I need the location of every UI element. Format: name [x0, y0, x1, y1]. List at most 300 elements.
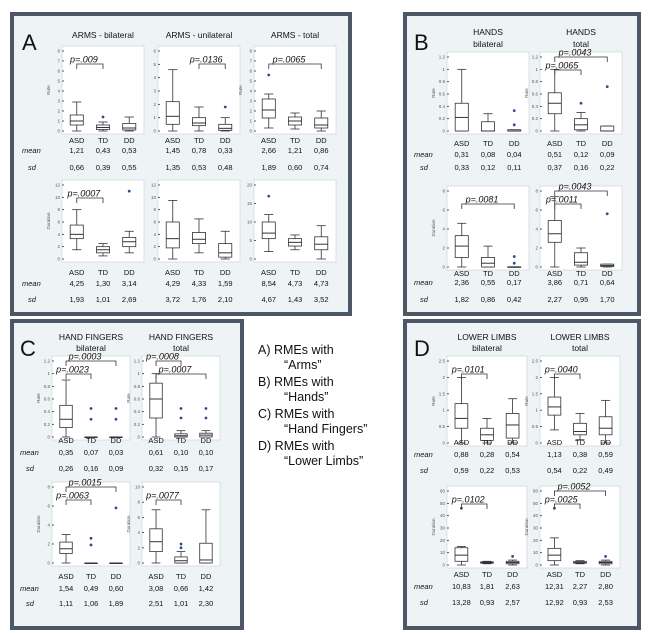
category-label: ASD: [453, 438, 470, 447]
y-tick-label: 8: [442, 188, 445, 194]
mean-value: 2,66: [261, 146, 277, 155]
mean-value: 0,07: [83, 448, 99, 457]
y-tick-label: 6: [535, 207, 538, 213]
y-tick-label: 4: [535, 226, 538, 232]
mean-row-label: mean: [414, 278, 433, 287]
y-tick-label: 0.5: [531, 424, 538, 430]
y-tick-label: 0: [57, 128, 60, 134]
subplot-a-2: [153, 30, 240, 172]
y-tick-label: 1.2: [531, 54, 538, 60]
sd-value: 0,53: [505, 466, 520, 475]
y-tick-label: 20: [439, 537, 445, 543]
category-label: ASD: [546, 570, 563, 579]
subplot-subtitle: bilateral: [473, 39, 503, 49]
mean-value: 0,33: [217, 146, 233, 155]
box-iqr: [455, 404, 468, 429]
y-tick-label: 0.2: [43, 421, 50, 427]
y-tick-label: 0.8: [531, 79, 538, 85]
mean-row-label: mean: [22, 279, 41, 288]
category-label: TD: [576, 269, 586, 278]
mean-value: 0,38: [572, 450, 588, 459]
outlier-point: [513, 123, 516, 126]
mean-value: 0,17: [506, 278, 522, 287]
y-tick-label: 1.2: [133, 358, 140, 364]
y-tick-label: 4: [47, 522, 50, 528]
box-iqr: [166, 102, 179, 125]
y-tick-label: 0: [57, 256, 60, 262]
y-tick-label: 1: [442, 66, 445, 72]
outlier-point: [224, 106, 227, 109]
outlier-point: [513, 262, 516, 265]
box-iqr: [506, 413, 519, 438]
p-value-label: p=.0043: [558, 181, 592, 192]
y-tick-label: 5: [153, 61, 156, 67]
y-tick-label: 8: [535, 188, 538, 194]
y-tick-label: 3: [153, 88, 156, 94]
y-tick-label: 10: [54, 194, 60, 200]
mean-row-label: mean: [20, 448, 39, 457]
category-label: ASD: [69, 268, 85, 277]
mean-value: 2,80: [598, 582, 613, 591]
sd-value: 12,92: [545, 598, 564, 607]
category-label: DD: [200, 436, 212, 445]
y-tick-label: 10: [246, 219, 252, 225]
sd-value: 1,76: [191, 295, 207, 304]
y-tick-label: 0.8: [133, 383, 140, 389]
mean-value: 4,73: [287, 279, 303, 288]
mean-value: 0,08: [480, 150, 496, 159]
category-label: DD: [600, 438, 612, 447]
subplot-title: HAND FINGERS: [148, 332, 214, 342]
y-tick-label: 0.5: [438, 424, 445, 430]
outlier-point: [205, 417, 208, 420]
sd-value: 2,51: [148, 599, 164, 608]
y-tick-label: 8: [137, 499, 140, 505]
sd-row-label: sd: [420, 466, 428, 475]
y-tick-label: 4: [137, 530, 140, 536]
mean-value: 2,63: [505, 582, 520, 591]
y-tick-label: 10: [439, 550, 445, 556]
y-tick-label: 0.4: [438, 103, 445, 109]
y-tick-label: 30: [439, 525, 445, 531]
y-tick-label: 10: [532, 550, 538, 556]
y-tick-label: 0.6: [438, 91, 445, 97]
y-tick-label: 0: [535, 128, 538, 134]
y-tick-label: 4: [249, 88, 252, 94]
sd-value: 1,43: [287, 295, 303, 304]
mean-value: 0,10: [173, 448, 189, 457]
y-tick-label: 2: [153, 244, 156, 250]
box-iqr: [175, 557, 187, 563]
sd-row-label: sd: [26, 464, 34, 473]
y-axis-label: Rate: [36, 393, 41, 403]
y-tick-label: 0.2: [438, 116, 445, 122]
mean-value: 2,27: [572, 582, 588, 591]
category-label: DD: [600, 570, 612, 579]
y-tick-label: 2: [442, 374, 445, 380]
sd-value: 3,52: [313, 295, 329, 304]
y-axis-label: Duration: [36, 515, 41, 533]
outlier-point: [604, 555, 607, 558]
category-label: ASD: [454, 269, 470, 278]
outlier-point: [115, 407, 118, 410]
box-iqr: [574, 423, 587, 434]
y-tick-label: 0: [153, 128, 156, 134]
sd-value: 0,55: [121, 163, 137, 172]
sd-value: 0,33: [454, 163, 470, 172]
y-tick-label: 8: [57, 48, 60, 54]
legend-line: C) RMEs with: [258, 407, 335, 421]
p-value-label: p=.0040: [544, 364, 578, 375]
y-tick-label: 6: [47, 503, 50, 509]
p-value-label: p=.0063: [56, 490, 89, 501]
y-tick-label: 0.8: [438, 79, 445, 85]
category-label: DD: [123, 268, 135, 277]
sd-value: 0,26: [58, 464, 74, 473]
box-iqr: [219, 124, 232, 130]
y-tick-label: 1: [137, 371, 140, 377]
outlier-point: [511, 555, 514, 558]
mean-value: 0,09: [599, 150, 615, 159]
sd-value: 0,22: [479, 466, 495, 475]
box-iqr: [481, 258, 494, 268]
box-iqr: [601, 126, 614, 131]
sd-value: 0,42: [506, 295, 522, 304]
y-tick-label: 0.4: [531, 103, 538, 109]
box-iqr: [548, 220, 561, 242]
sd-value: 0,16: [83, 464, 99, 473]
sd-value: 0,60: [287, 163, 303, 172]
panel-letter: D: [414, 336, 430, 361]
y-tick-label: 3: [57, 98, 60, 104]
mean-value: 0,51: [547, 150, 563, 159]
y-tick-label: 10: [134, 484, 140, 490]
mean-value: 0,35: [58, 448, 74, 457]
y-tick-label: 40: [439, 513, 445, 519]
box-iqr: [548, 397, 561, 415]
mean-value: 4,25: [69, 279, 85, 288]
y-tick-label: 12: [150, 182, 156, 188]
box-td: [481, 561, 494, 563]
mean-value: 1,42: [198, 584, 214, 593]
subplot-title: ARMS - bilateral: [72, 30, 134, 40]
category-label: ASD: [261, 268, 277, 277]
sd-row-label: sd: [28, 295, 36, 304]
legend-line: B) RMEs with: [258, 375, 334, 389]
category-label: TD: [98, 136, 108, 145]
legend-line: D) RMEs with: [258, 439, 335, 453]
mean-value: 4,33: [191, 279, 207, 288]
category-label: DD: [219, 268, 231, 277]
y-tick-label: 0: [249, 128, 252, 134]
subplot-subtitle: bilateral: [472, 343, 502, 353]
box-iqr: [548, 548, 561, 560]
category-label: ASD: [69, 136, 85, 145]
y-tick-label: 0.6: [531, 91, 538, 97]
category-label: ASD: [454, 139, 470, 148]
p-value-label: p=.0025: [544, 494, 578, 505]
y-tick-label: 2.5: [438, 358, 445, 364]
category-label: ASD: [165, 268, 181, 277]
p-value-label: p=.0007: [67, 188, 101, 199]
p-value-label: p=.0011: [545, 194, 578, 205]
p-value-label: p=.0043: [558, 47, 592, 58]
sd-value: 1,01: [173, 599, 189, 608]
outlier-point: [90, 544, 93, 547]
y-tick-label: 8: [57, 207, 60, 213]
mean-value: 0,53: [121, 146, 137, 155]
y-tick-label: 1: [153, 115, 156, 121]
mean-value: 0,78: [191, 146, 207, 155]
y-tick-label: 30: [532, 525, 538, 531]
y-tick-label: 0: [535, 562, 538, 568]
panel-b: [405, 14, 639, 314]
category-label: TD: [575, 570, 585, 579]
sd-value: 1,93: [69, 295, 85, 304]
subplot-subtitle: total: [572, 39, 590, 49]
mean-value: 12,31: [545, 582, 564, 591]
y-axis-label: Rate: [431, 88, 436, 98]
sd-value: 1,70: [599, 295, 615, 304]
outlier-point: [90, 407, 93, 410]
y-tick-label: 50: [532, 500, 538, 506]
y-tick-label: 0: [535, 440, 538, 446]
y-tick-label: 0: [47, 434, 50, 440]
subplot-b-4: [535, 182, 622, 305]
category-label: TD: [290, 268, 300, 277]
box-iqr: [166, 222, 179, 248]
mean-value: 0,88: [454, 450, 469, 459]
category-label: DD: [110, 436, 122, 445]
mean-value: 0,12: [573, 150, 589, 159]
box-iqr: [150, 529, 162, 552]
mean-row-label: mean: [414, 450, 433, 459]
y-axis-label: Rate: [524, 396, 529, 406]
mean-value: 1,21: [287, 146, 303, 155]
legend-line: “Arms”: [284, 358, 322, 372]
y-tick-label: 0: [137, 434, 140, 440]
category-label: TD: [194, 136, 204, 145]
subplot-title: HANDS: [566, 27, 596, 37]
y-tick-label: 2: [535, 245, 538, 251]
sd-value: 1,11: [59, 599, 74, 608]
y-tick-label: 20: [246, 182, 252, 188]
panel-letter: B: [414, 30, 429, 55]
y-tick-label: 1: [57, 118, 60, 124]
mean-value: 1,30: [95, 279, 111, 288]
y-tick-label: 4: [153, 231, 156, 237]
box-iqr: [574, 253, 587, 265]
sd-value: 0,54: [547, 466, 562, 475]
category-label: ASD: [261, 136, 277, 145]
mean-value: 0,61: [148, 448, 164, 457]
subplot-title: HANDS: [473, 27, 503, 37]
y-tick-label: 1: [535, 66, 538, 72]
y-tick-label: 1: [47, 371, 50, 377]
box-iqr: [481, 122, 494, 131]
legend-line: “Hands”: [284, 390, 329, 404]
mean-value: 2,36: [454, 278, 470, 287]
sd-row-label: sd: [420, 598, 428, 607]
sd-value: 3,72: [165, 295, 181, 304]
outlier-point: [267, 195, 270, 198]
y-tick-label: 0.6: [133, 396, 140, 402]
mean-value: 1,13: [547, 450, 562, 459]
box-iqr: [192, 232, 205, 243]
mean-value: 0,55: [480, 278, 496, 287]
category-label: TD: [483, 269, 493, 278]
sd-value: 0,39: [95, 163, 111, 172]
y-tick-label: 8: [47, 484, 50, 490]
category-label: DD: [219, 136, 231, 145]
sd-value: 2,57: [505, 598, 520, 607]
subplot-subtitle: total: [172, 343, 190, 353]
y-tick-label: 7: [249, 58, 252, 64]
outlier-point: [180, 407, 183, 410]
category-label: TD: [576, 139, 586, 148]
y-axis-label: Duration: [431, 518, 436, 536]
sd-value: 0,74: [313, 163, 329, 172]
outlier-point: [606, 212, 609, 215]
p-value-label: p=.0015: [68, 477, 102, 488]
y-tick-label: 2: [153, 101, 156, 107]
sd-value: 1,89: [261, 163, 277, 172]
mean-value: 3,86: [547, 278, 563, 287]
y-tick-label: 4: [57, 231, 60, 237]
mean-value: 1,45: [165, 146, 181, 155]
y-axis-label: Duration: [524, 518, 529, 536]
box-iqr: [262, 222, 275, 239]
y-tick-label: 6: [153, 48, 156, 54]
category-label: TD: [483, 139, 493, 148]
y-tick-label: 2: [57, 108, 60, 114]
mean-value: 1,21: [69, 146, 85, 155]
y-axis-label: Rate: [126, 393, 131, 403]
category-label: DD: [507, 438, 519, 447]
category-label: DD: [123, 136, 135, 145]
category-label: DD: [508, 139, 520, 148]
y-tick-label: 1: [442, 407, 445, 413]
y-tick-label: 0: [47, 560, 50, 566]
y-tick-label: 60: [439, 488, 445, 494]
sd-value: 0,22: [572, 466, 588, 475]
y-axis-label: Duration: [431, 219, 436, 237]
y-tick-label: 0.2: [133, 421, 140, 427]
legend-line: “Lower Limbs”: [284, 454, 364, 468]
y-tick-label: 0: [153, 256, 156, 262]
subplot-title: LOWER LIMBS: [550, 332, 610, 342]
outlier-point: [580, 102, 583, 105]
outlier-point: [606, 85, 609, 88]
y-tick-label: 12: [54, 182, 60, 188]
mean-value: 3,14: [121, 279, 137, 288]
y-tick-label: 40: [532, 513, 538, 519]
outlier-point: [180, 546, 183, 549]
outlier-point: [513, 109, 516, 112]
box-iqr: [455, 548, 468, 562]
y-tick-label: 6: [137, 514, 140, 520]
box-iqr: [219, 244, 232, 258]
y-tick-label: 2: [249, 108, 252, 114]
sd-value: 2,10: [217, 295, 233, 304]
y-tick-label: 0: [442, 128, 445, 134]
p-value-label: p=.0101: [451, 364, 485, 375]
sd-row-label: sd: [28, 163, 36, 172]
mean-value: 0,49: [83, 584, 99, 593]
y-tick-label: 50: [439, 500, 445, 506]
p-value-label: p=.0136: [189, 54, 223, 65]
category-label: DD: [507, 570, 519, 579]
y-tick-label: 4: [442, 226, 445, 232]
y-tick-label: 0.4: [133, 409, 140, 415]
y-axis-label: Duration: [126, 515, 131, 533]
sd-value: 1,06: [83, 599, 99, 608]
category-label: TD: [86, 436, 96, 445]
category-label: ASD: [547, 269, 563, 278]
p-value-label: p=.0023: [56, 364, 89, 375]
sd-value: 1,01: [95, 295, 111, 304]
p-value-label: p=.0008: [146, 351, 179, 362]
p-value-label: p=.0003: [68, 351, 102, 362]
category-label: ASD: [547, 139, 563, 148]
p-value-label: p=.0077: [146, 490, 179, 501]
sd-value: 0,59: [454, 466, 469, 475]
y-axis-label: Rate: [46, 85, 51, 95]
y-tick-label: 0: [137, 560, 140, 566]
panel-letter: A: [22, 30, 37, 55]
sd-value: 0,66: [69, 163, 85, 172]
y-tick-label: 0: [442, 264, 445, 270]
sd-value: 0,93: [572, 598, 588, 607]
mean-row-label: mean: [414, 150, 433, 159]
sd-value: 0,09: [108, 464, 124, 473]
sd-row-label: sd: [420, 163, 428, 172]
subplot-subtitle: bilateral: [76, 343, 106, 353]
category-label: TD: [176, 436, 186, 445]
mean-value: 0,43: [95, 146, 111, 155]
sd-value: 0,37: [547, 163, 563, 172]
sd-value: 2,30: [198, 599, 214, 608]
y-tick-label: 6: [249, 68, 252, 74]
box-iqr: [60, 405, 72, 427]
y-tick-label: 10: [150, 194, 156, 200]
y-axis-label: Rate: [238, 85, 243, 95]
category-label: ASD: [148, 436, 164, 445]
y-tick-label: 1.2: [438, 54, 445, 60]
outlier-point: [267, 74, 270, 77]
mean-value: 0,31: [454, 150, 470, 159]
category-label: TD: [176, 572, 186, 581]
sd-value: 1,89: [108, 599, 124, 608]
category-label: DD: [315, 136, 327, 145]
y-tick-label: 2: [535, 374, 538, 380]
sd-value: 0,12: [480, 163, 496, 172]
sd-value: 2,53: [598, 598, 613, 607]
box-iqr: [123, 124, 136, 131]
outlier-point: [102, 116, 105, 119]
category-label: TD: [290, 136, 300, 145]
y-tick-label: 6: [57, 68, 60, 74]
mean-value: 0,59: [598, 450, 613, 459]
category-label: DD: [200, 572, 212, 581]
mean-row-label: mean: [20, 584, 39, 593]
subplot-title: HAND FINGERS: [58, 332, 124, 342]
mean-row-label: mean: [22, 146, 41, 155]
p-value-label: p=.0052: [557, 481, 591, 492]
sd-value: 0,86: [480, 295, 496, 304]
sd-value: 2,69: [121, 295, 137, 304]
y-tick-label: 0.2: [531, 116, 538, 122]
